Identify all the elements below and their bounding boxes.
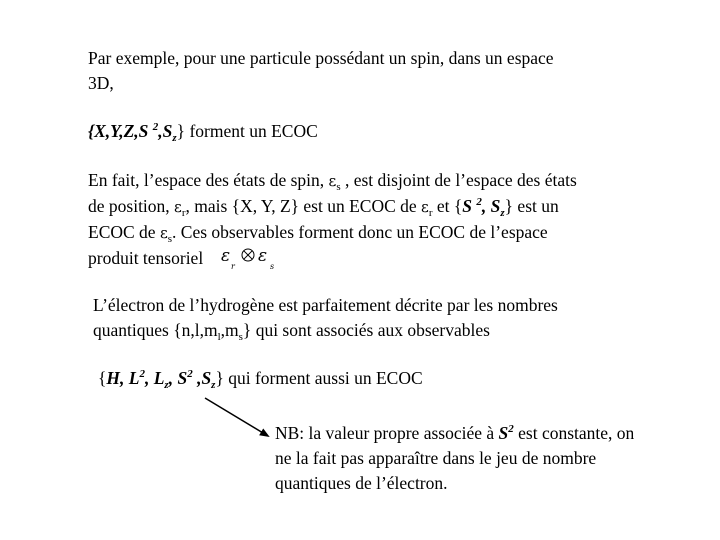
note-line-2: ne la fait pas apparaître dans le jeu de nombre	[275, 448, 597, 468]
sz-text: ,S	[158, 121, 173, 141]
sub-z: z	[164, 379, 169, 391]
sub-r: r	[181, 207, 186, 219]
exp-2: 2	[508, 423, 514, 435]
Sz-symbol: ,S	[192, 368, 212, 388]
sub-s: s	[167, 233, 173, 245]
intro-line-1: Par exemple, pour une particule possédant un spin, dans un espace	[88, 48, 554, 68]
text: . Ces observables forment donc un ECOC de l’espace	[172, 222, 548, 242]
text: produit tensoriel	[88, 248, 204, 269]
tensor-sub-r: r	[231, 262, 236, 271]
sub-z: z	[172, 132, 177, 144]
epsilon-symbol: ε	[421, 198, 429, 216]
epsilon-r-glyph: ε	[221, 246, 231, 266]
text: , mais {X, Y, Z} est un ECOC de	[185, 196, 422, 216]
note-line-3: quantiques de l’électron.	[275, 473, 448, 493]
exp-2: 2	[152, 121, 159, 133]
Sz-symbol: , S	[481, 196, 501, 216]
text: } est un	[504, 196, 559, 216]
text: ECOC de	[88, 222, 160, 242]
exp-2: 2	[139, 368, 145, 380]
H-L-symbols: H, L	[106, 368, 140, 388]
text: et {	[432, 196, 463, 216]
nb-note	[275, 421, 634, 496]
sub-l: l	[217, 331, 221, 343]
S-symbol: S	[498, 423, 509, 443]
text: , est disjoint de l’espace des états	[340, 170, 577, 190]
text: ,m	[220, 320, 239, 340]
S-symbol: , S	[168, 368, 188, 388]
text: NB: la valeur propre associée à	[275, 423, 499, 443]
sub-z: z	[211, 379, 216, 391]
text: est constante, on	[513, 423, 635, 443]
epsilon-symbol: ε	[174, 198, 182, 216]
ecoc-rest-text: forment un ECOC	[185, 121, 318, 141]
brace-close: }	[176, 121, 186, 141]
Lz-symbol: , L	[144, 368, 165, 388]
note-line-1	[275, 421, 634, 446]
text: En fait, l’espace des états de spin,	[88, 170, 329, 190]
exp-2: 2	[187, 368, 193, 380]
exp-2: 2	[476, 196, 482, 208]
intro-line-2: 3D,	[88, 73, 114, 93]
text: de position,	[88, 196, 175, 216]
sub-s: s	[336, 181, 341, 193]
epsilon-symbol: ε	[159, 224, 168, 242]
sub-r: r	[428, 207, 433, 219]
tensor-sub-s: s	[270, 262, 275, 271]
text: } qui forment aussi un ECOC	[215, 368, 423, 388]
sub-z: z	[500, 207, 505, 219]
hydrogen-line-1: L’électron de l’hydrogène est parfaitement décrite par les nombres	[93, 295, 558, 315]
sub-s: s	[238, 331, 243, 343]
brace-open: {	[98, 368, 107, 388]
text: quantiques {n,l,m	[93, 320, 218, 340]
set-text: {X,Y,Z,S	[88, 121, 153, 141]
S-symbol: S	[462, 196, 477, 216]
epsilon-symbol: ε	[328, 172, 337, 190]
text: } qui sont associés aux observables	[242, 320, 490, 340]
epsilon-s-glyph: ε	[258, 246, 268, 266]
